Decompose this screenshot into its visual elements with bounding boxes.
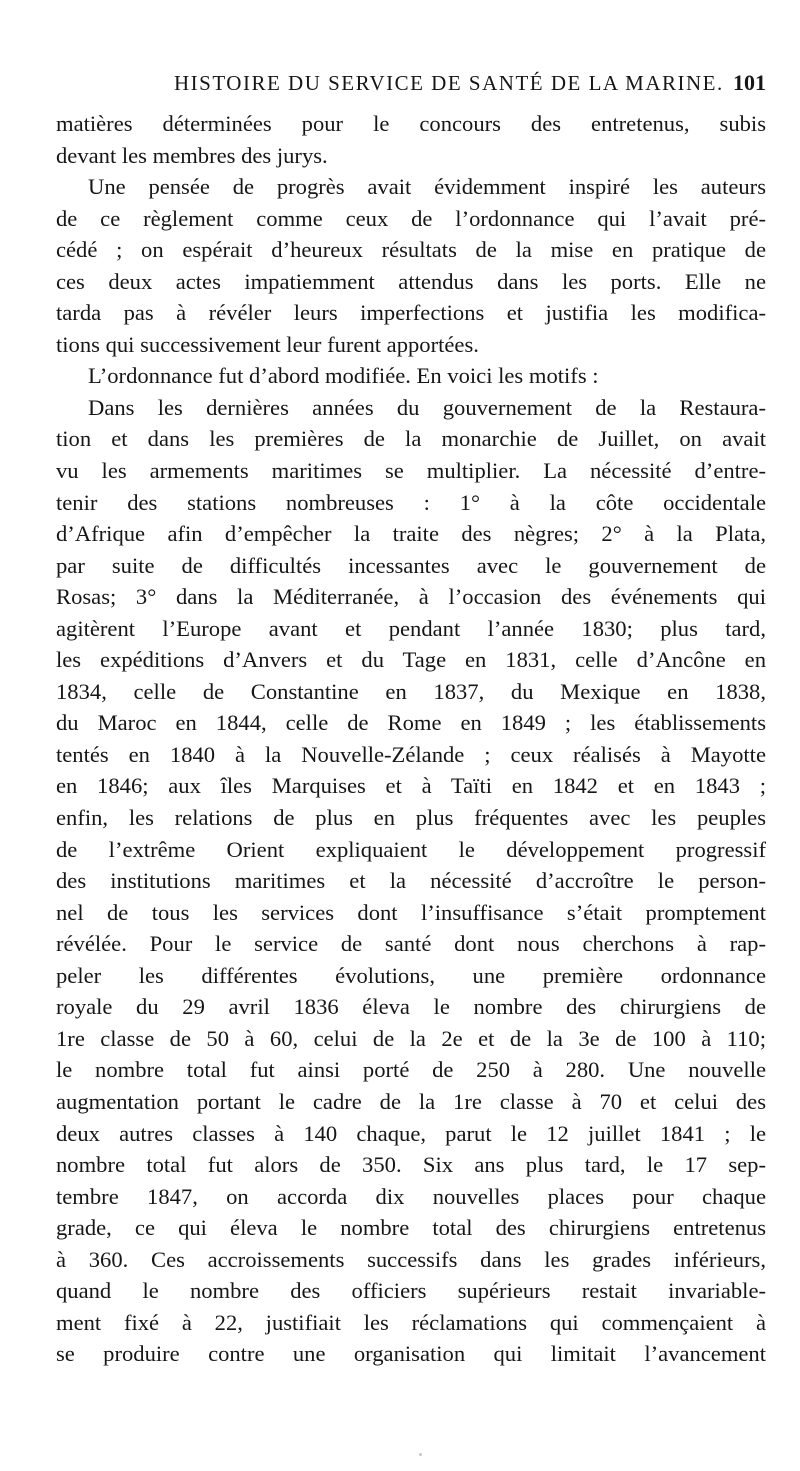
text-line: nombre total fut alors de 350. Six ans plus tard, le 17 sep-: [56, 1152, 766, 1178]
text-line: se produire contre une organisation qui limitait l’avancement: [56, 1341, 766, 1367]
body-text: [56, 108, 766, 1370]
text-line: tions qui successivement leur furent apportées.: [56, 331, 479, 357]
running-header: [56, 70, 766, 104]
text-line: agitèrent l’Europe avant et pendant l’année 1830; plus tard,: [56, 615, 766, 641]
text-line: nel de tous les services dont l’insuffisance s’était promptement: [56, 899, 766, 925]
text-line: des institutions maritimes et la nécessité d’accroître le person-: [56, 868, 766, 894]
text-line: Dans les dernières années du gouvernement de la Restaura-: [88, 394, 766, 420]
text-line: grade, ce qui éleva le nombre total des chirurgiens entretenus: [56, 1215, 766, 1241]
book-page: [56, 70, 766, 1370]
text-line: en 1846; aux îles Marquises et à Taïti en 1842 et en 1843 ;: [56, 773, 766, 799]
text-line: enfin, les relations de plus en plus fréquentes avec les peuples: [56, 805, 766, 831]
text-line: de ce règlement comme ceux de l’ordonnance qui l’avait pré-: [56, 205, 766, 231]
text-line: deux autres classes à 140 chaque, parut le 12 juillet 1841 ; le: [56, 1120, 766, 1146]
text-line: L’ordonnance fut d’abord modifiée. En voici les motifs :: [88, 363, 599, 389]
text-line: vu les armements maritimes se multiplier. La nécessité d’entre-: [56, 458, 766, 484]
page-number: 101: [733, 70, 766, 95]
text-line: tenir des stations nombreuses : 1° à la côte occidentale: [56, 489, 766, 515]
text-line: ment fixé à 22, justifiait les réclamations qui commençaient à: [56, 1309, 766, 1335]
text-line: quand le nombre des officiers supérieurs restait invariable-: [56, 1278, 766, 1304]
text-line: les expéditions d’Anvers et du Tage en 1831, celle d’Ancône en: [56, 647, 766, 673]
print-speck: [419, 1453, 422, 1456]
text-line: matières déterminées pour le concours des entretenus, subis: [56, 111, 766, 136]
text-line: cédé ; on espérait d’heureux résultats de la mise en pratique de: [56, 237, 766, 263]
text-line: par suite de difficultés incessantes avec le gouvernement de: [56, 552, 766, 578]
text-line: Rosas; 3° dans la Méditerranée, à l’occasion des événements qui: [56, 584, 766, 610]
text-line: devant les membres des jurys.: [56, 142, 328, 168]
text-line: 1re classe de 50 à 60, celui de la 2e et de la 3e de 100 à 110;: [56, 1025, 766, 1051]
text-line: le nombre total fut ainsi porté de 250 à 280. Une nouvelle: [56, 1057, 766, 1083]
text-line: royale du 29 avril 1836 éleva le nombre des chirurgiens de: [56, 994, 766, 1020]
text-line: à 360. Ces accroissements successifs dans les grades inférieurs,: [56, 1246, 766, 1272]
text-line: tembre 1847, on accorda dix nouvelles places pour chaque: [56, 1183, 766, 1209]
text-line: tion et dans les premières de la monarchie de Juillet, on avait: [56, 426, 766, 452]
text-line: de l’extrême Orient expliquaient le développement progressif: [56, 836, 766, 862]
text-line: 1834, celle de Constantine en 1837, du Mexique en 1838,: [56, 678, 766, 704]
running-title: HISTOIRE DU SERVICE DE SANTÉ DE LA MARINE.: [174, 71, 724, 95]
text-line: peler les différentes évolutions, une première ordonnance: [56, 962, 766, 988]
text-line: Une pensée de progrès avait évidemment inspiré les auteurs: [88, 174, 766, 200]
text-line: ces deux actes impatiemment attendus dans les ports. Elle ne: [56, 268, 766, 294]
text-line: d’Afrique afin d’empêcher la traite des nègres; 2° à la Plata,: [56, 521, 766, 547]
text-line: du Maroc en 1844, celle de Rome en 1849 ; les établissements: [56, 710, 766, 736]
text-line: tarda pas à révéler leurs imperfections et justifia les modifica-: [56, 300, 766, 326]
text-line: augmentation portant le cadre de la 1re classe à 70 et celui des: [56, 1088, 766, 1114]
text-line: révélée. Pour le service de santé dont nous cherchons à rap-: [56, 931, 766, 957]
text-line: tentés en 1840 à la Nouvelle-Zélande ; ceux réalisés à Mayotte: [56, 741, 766, 767]
